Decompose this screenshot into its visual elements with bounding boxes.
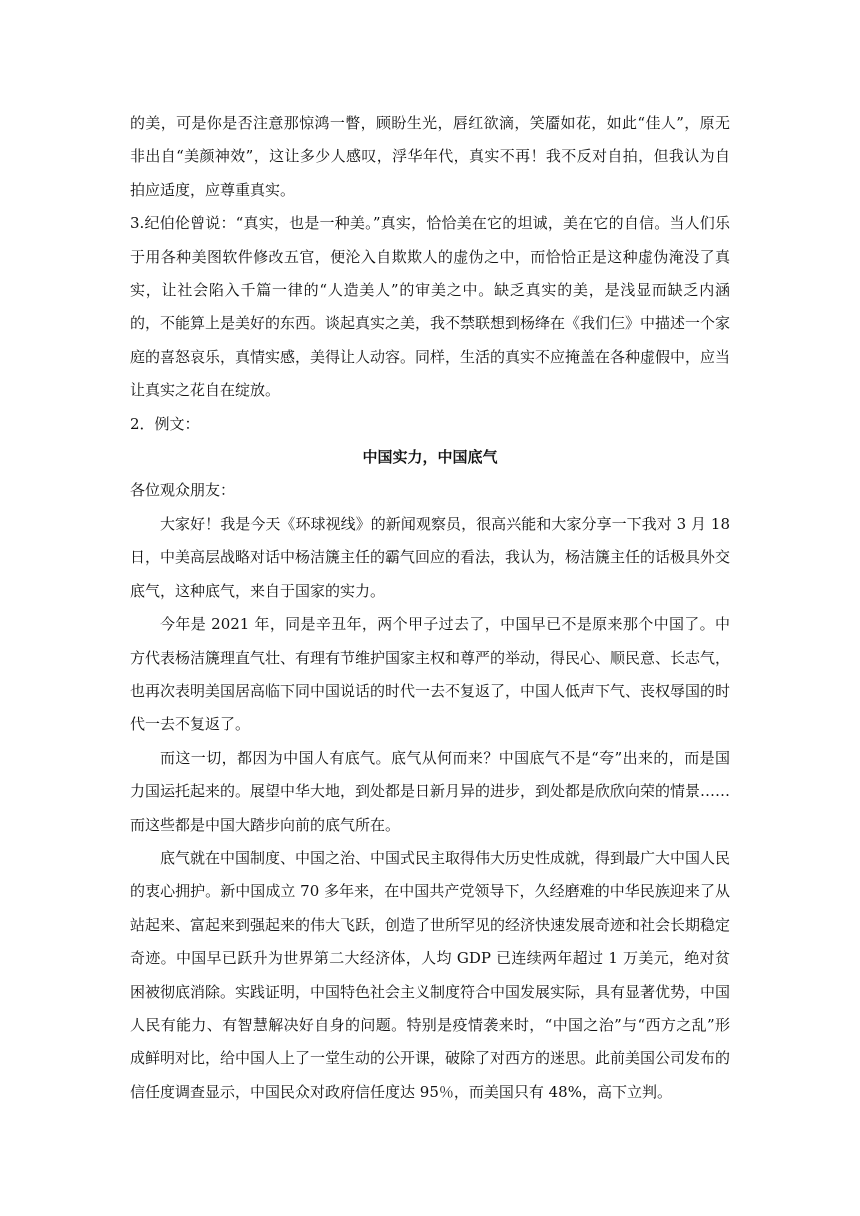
essay-title: 中国实力，中国底气 bbox=[362, 448, 498, 467]
paragraph-point-3: 3.纪伯伦曾说：“真实，也是一种美。”真实，恰恰美在它的坦诚，美在它的自信。当人们乐于用各种美图软件修改五官，便沦入自欺欺人的虚伪之中，而恰恰正是这种虚伪淹没了真实，让社会陷入千篇一律的“人造美人”的审美之中。缺乏真实的美，是浅显而缺乏内涵的，不能算上是美好的东西。谈起真实之美，我不禁联想到杨绛在《我们仨》中描述一个家庭的喜怒哀乐，真情实感，美得让人动容。同样，生活的真实不应掩盖在各种虚假中，应当让真实之花自在绽放。 bbox=[130, 214, 731, 400]
section-label: 2．例文： bbox=[130, 414, 200, 433]
salutation: 各位观众朋友： bbox=[130, 481, 236, 500]
essay-paragraph-2: 今年是 2021 年，同是辛丑年，两个甲子过去了，中国早已不是原来那个中国了。中方代表杨洁篪理直气壮、有理有节维护国家主权和尊严的举动，得民心、顺民意、长志气，也再次表明美国居高临下同中国说话的时代一去不复返了，中国人低声下气、丧权辱国的时代一去不复返了。 bbox=[130, 615, 731, 734]
paragraph-continued: 的美，可是你是否注意那惊鸿一瞥，顾盼生光，唇红欲滴，笑靥如花，如此“佳人”，原无非出自“美颜神效”，这让多少人感叹，浮华年代，真实不再！我不反对自拍，但我认为自拍应适度，应尊重真实。 bbox=[130, 114, 730, 199]
essay-paragraph-4: 底气就在中国制度、中国之治、中国式民主取得伟大历史性成就，得到最广大中国人民的衷心拥护。新中国成立 70 多年来，在中国共产党领导下，久经磨难的中华民族迎来了从站起来、富起来到强起来的伟大飞跃，创造了世所罕见的经济快速发展奇迹和社会长期稳定奇迹。中国早已跃升为世界第二大经济体，人均 GDP 已连续两年超过 1 万美元，绝对贫困被彻底消除。实践证明，中国特色社会主义制度符合中国发展实际，具有显著优势，中国人民有能力、有智慧解决好自身的问题。特别是疫情袭来时，“中国之治”与“西方之乱”形成鲜明对比，给中国人上了一堂生动的公开课，破除了对西方的迷思。此前美国公司发布的信任度调查显示，中国民众对政府信任度达 95％，而美国只有 48%，高下立判。 bbox=[130, 848, 731, 1101]
document-body bbox=[130, 107, 730, 1109]
essay-paragraph-3: 而这一切，都因为中国人有底气。底气从何而来？中国底气不是“夸”出来的，而是国力国运托起来的。展望中华大地，到处都是日新月异的进步，到处都是欣欣向荣的情景……而这些都是中国大踏步向前的底气所在。 bbox=[130, 748, 731, 834]
essay-paragraph-1: 大家好！我是今天《环球视线》的新闻观察员，很高兴能和大家分享一下我对 3 月 18 日，中美高层战略对话中杨洁篪主任的霸气回应的看法，我认为，杨洁篪主任的话极具外交底气，这种底气，来自于国家的实力。 bbox=[130, 514, 731, 600]
